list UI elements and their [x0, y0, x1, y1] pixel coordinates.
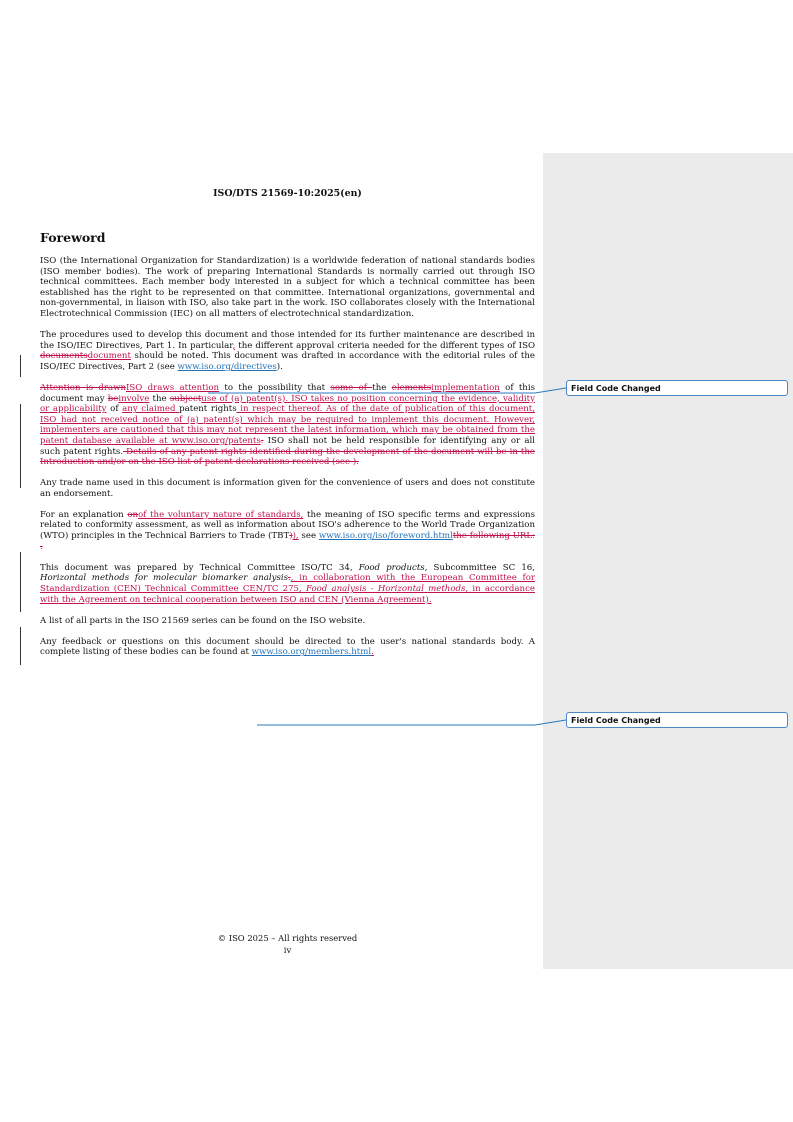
- insertion: use of (a) patent(s). ISO takes no position concerning the evidence, validity or applicability: [40, 393, 535, 415]
- insertion: Food analysis - Horizontal methods: [305, 583, 466, 594]
- deletion: subject: [169, 393, 202, 404]
- insertion: , in collaboration with the European Committee for Standardization (CEN) Technical Committee CEN/TC 275,: [40, 573, 535, 594]
- deletion: documents: [40, 351, 88, 362]
- members-link[interactable]: www.iso.org/members.html: [251, 647, 372, 658]
- comment-balloon-field-code-2[interactable]: Field Code Changed: [566, 712, 788, 728]
- insertion: ISO draws attention: [125, 382, 220, 393]
- deletion: some of: [330, 382, 373, 393]
- section-title: Foreword: [40, 230, 106, 245]
- footer-copyright: © ISO 2025 – All rights reserved: [217, 933, 358, 943]
- deletion: .: [288, 573, 291, 584]
- deletion: elements: [391, 382, 432, 393]
- insertion: document: [87, 351, 131, 362]
- insertion: of the voluntary nature of standards,: [138, 509, 304, 520]
- foreword-link[interactable]: www.iso.org/iso/foreword.html: [318, 531, 453, 542]
- document-header: ISO/DTS 21569-10:2025(en): [213, 188, 362, 199]
- comment-connector-1: [208, 388, 566, 393]
- insertion: ,: [232, 340, 236, 351]
- deletion: be: [107, 393, 119, 404]
- comment-balloon-field-code-1[interactable]: Field Code Changed: [566, 380, 788, 396]
- paragraph-parts-list: A list of all parts in the ISO 21569 series can be found on the ISO website.: [40, 615, 366, 626]
- paragraph-iso-intro: ISO (the International Organization for Standardization) is a worldwide federation of national standards bodies (ISO member bodies). The work of preparing International Standards is normally carried out through ISO technical committees. Each member body interested in a subject for which a technical committee has been established has the right to be represented on that committee. International organizations, governmental and non-governmental, in liaison with ISO, also take part in the work. ISO collaborates closely with the International Electrotechnical Commission (IEC) on all matters of electrotechnical standardization.: [40, 256, 535, 319]
- footer-page-number: iv: [283, 945, 292, 955]
- deletion: ): [289, 531, 293, 542]
- directives-link[interactable]: www.iso.org/directives: [177, 361, 277, 372]
- insertion: ),: [292, 531, 299, 542]
- paragraph-feedback: Any feedback or questions on this document should be directed to the user's national standards body. A complete listing of these bodies can be found at www.iso.org/members.html.: [40, 636, 535, 658]
- deletion: the following URL: .: [40, 531, 536, 552]
- insertion: .: [371, 647, 374, 658]
- paragraph-patents: Attention is drawnISO draws attention to the possibility that some of the elementsimplementation of this document may beinvolve the subjectuse of (a) patent(s). ISO takes no position concerning the evidence, validity or applicability of any claimed patent rights in respect thereof. As of the date of publication of this document, ISO had not received notice of (a) patent(s) which may be required to implement this document. However, implementers are cautioned that this may not represent the latest information, which may be obtained from the patent database available at www.iso.org/patents. ISO shall not be held responsible for identifying any or all such patent rights. Details of any patent rights identified during the development of the document will be in the Introduction and/or on the ISO list of patent declarations received (see ).: [40, 382, 536, 468]
- insertion: implementation: [431, 382, 500, 393]
- insertion: , in accordance with the Agreement on technical cooperation between ISO and CEN (Vienna Agreement).: [40, 583, 535, 605]
- insertion: in respect thereof. As of the date of publication of this document, ISO had not received notice of (a) patent(s) which may be required to implement this document. However, implementers are cautioned that this may not represent the latest information, which may be obtained from the patent database available at www.iso.org/patents: [40, 404, 535, 446]
- deletion: .: [260, 435, 264, 446]
- paragraph-explanation: For an explanation onof the voluntary nature of standards, the meaning of ISO specific terms and expressions related to conformity assessment, as well as information about ISO's adherence to the World Trade Organization (WTO) principles in the Technical Barriers to Trade (TBT)), see www.iso.org/iso/foreword.htmlthe following URL: .: [40, 509, 536, 552]
- comment-connector-2: [257, 720, 566, 725]
- paragraph-committee: This document was prepared by Technical Committee ISO/TC 34, Food products, Subcommittee SC 16, Horizontal methods for molecular biomarker analysis., in collaboration with the European Committee for Standardization (CEN) Technical Committee CEN/TC 275, Food analysis - Horizontal methods, in accordance with the Agreement on technical cooperation between ISO and CEN (Vienna Agreement).: [40, 562, 535, 605]
- paragraph-trade-name: Any trade name used in this document is information given for the convenience of users and does not constitute an endorsement.: [40, 478, 535, 499]
- deletion: Details of any patent rights identified during the development of the document will be in the Introduction and/or on the ISO list of patent declarations received (see ).: [40, 446, 536, 468]
- deletion: Attention is drawn: [40, 382, 126, 393]
- insertion: involve: [118, 393, 150, 404]
- insertion: any claimed: [122, 404, 180, 415]
- paragraph-procedures: The procedures used to develop this document and those intended for its further maintenance are described in the ISO/IEC Directives, Part 1. In particular, the different approval criteria needed for the different types of ISO documentsdocument should be noted. This document was drafted in accordance with the editorial rules of the ISO/IEC Directives, Part 2 (see www.iso.org/directives).: [40, 330, 536, 372]
- deletion: on: [127, 509, 139, 520]
